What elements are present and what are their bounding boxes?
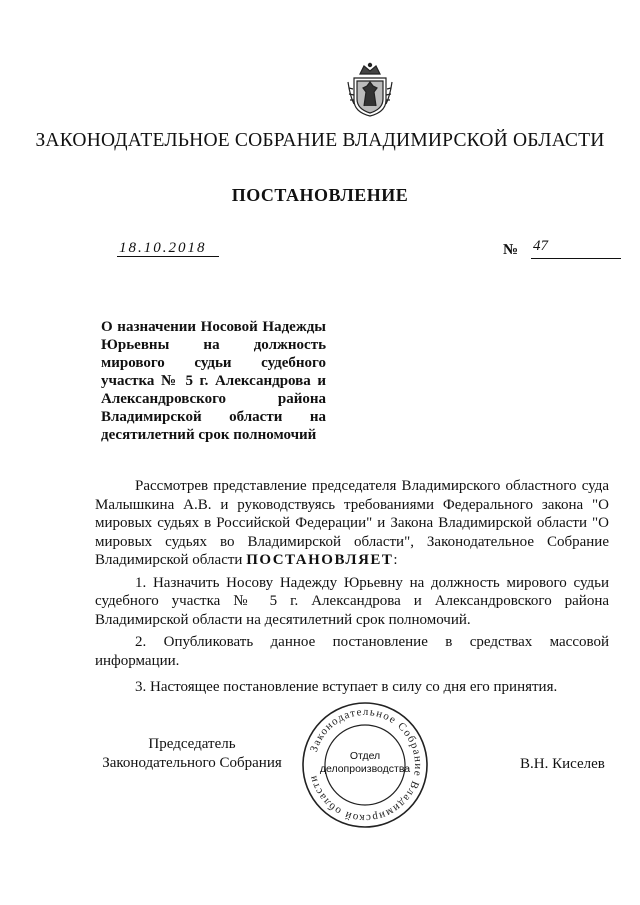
stamp-center-line2: делопроизводства — [319, 763, 411, 775]
coat-of-arms-icon — [346, 62, 394, 118]
resolution-item-3: 3. Настоящее постановление вступает в силу со дня его принятия. — [135, 679, 558, 695]
stamp-center-line1: Отдел — [349, 750, 381, 762]
document-number — [503, 238, 621, 260]
document-type: ПОСТАНОВЛЕНИЕ — [231, 185, 409, 205]
document-subject: О назначении Носовой Надежды Юрьевны на должность мирового судьи судебного участка № 5 г. Александрова и Александровского района Владимирской области на десятилетний срок полномочий — [101, 319, 326, 443]
preamble-paragraph — [95, 477, 609, 570]
document-body — [95, 477, 609, 701]
number-sign: № — [503, 242, 519, 258]
signer-position — [92, 735, 292, 773]
number-underline — [531, 258, 621, 259]
document-date: 18.10.2018 — [117, 240, 219, 257]
stamp-ring-text: Законодательное Собрание Владимирской области — [306, 705, 425, 825]
number-value: 47 — [533, 238, 548, 254]
signer-name: В.Н. Киселев — [520, 756, 605, 772]
office-stamp — [300, 700, 430, 830]
resolution-item-2: 2. Опубликовать данное постановление в средствах массовой информации. — [95, 634, 609, 669]
stamp-center — [300, 750, 430, 776]
organization-title: ЗАКОНОДАТЕЛЬНОЕ СОБРАНИЕ ВЛАДИМИРСКОЙ ОБЛАСТИ — [35, 130, 605, 151]
signer-position-line2: Законодательного Собрания — [102, 755, 282, 771]
preamble-text: Рассмотрев представление председателя Владимирского областного суда Малышкина А.В. и руководствуясь требованиями Федерального закона "О мировых судьях в Российской Федерации" и Закона Владимирской области "О мировых судьях во Владимирской области", Законодательное Собрание Владимирской области — [95, 478, 609, 568]
resolves-colon: : — [393, 552, 398, 568]
signer-position-line1: Председатель — [148, 736, 236, 752]
resolves-word: ПОСТАНОВЛЯЕТ — [246, 552, 394, 568]
resolution-item-1: 1. Назначить Носову Надежду Юрьевну на должность мирового судьи судебного участка № 5 г. Александрова и Александровского района Владимирской области на десятилетний срок полномочий. — [95, 574, 609, 628]
